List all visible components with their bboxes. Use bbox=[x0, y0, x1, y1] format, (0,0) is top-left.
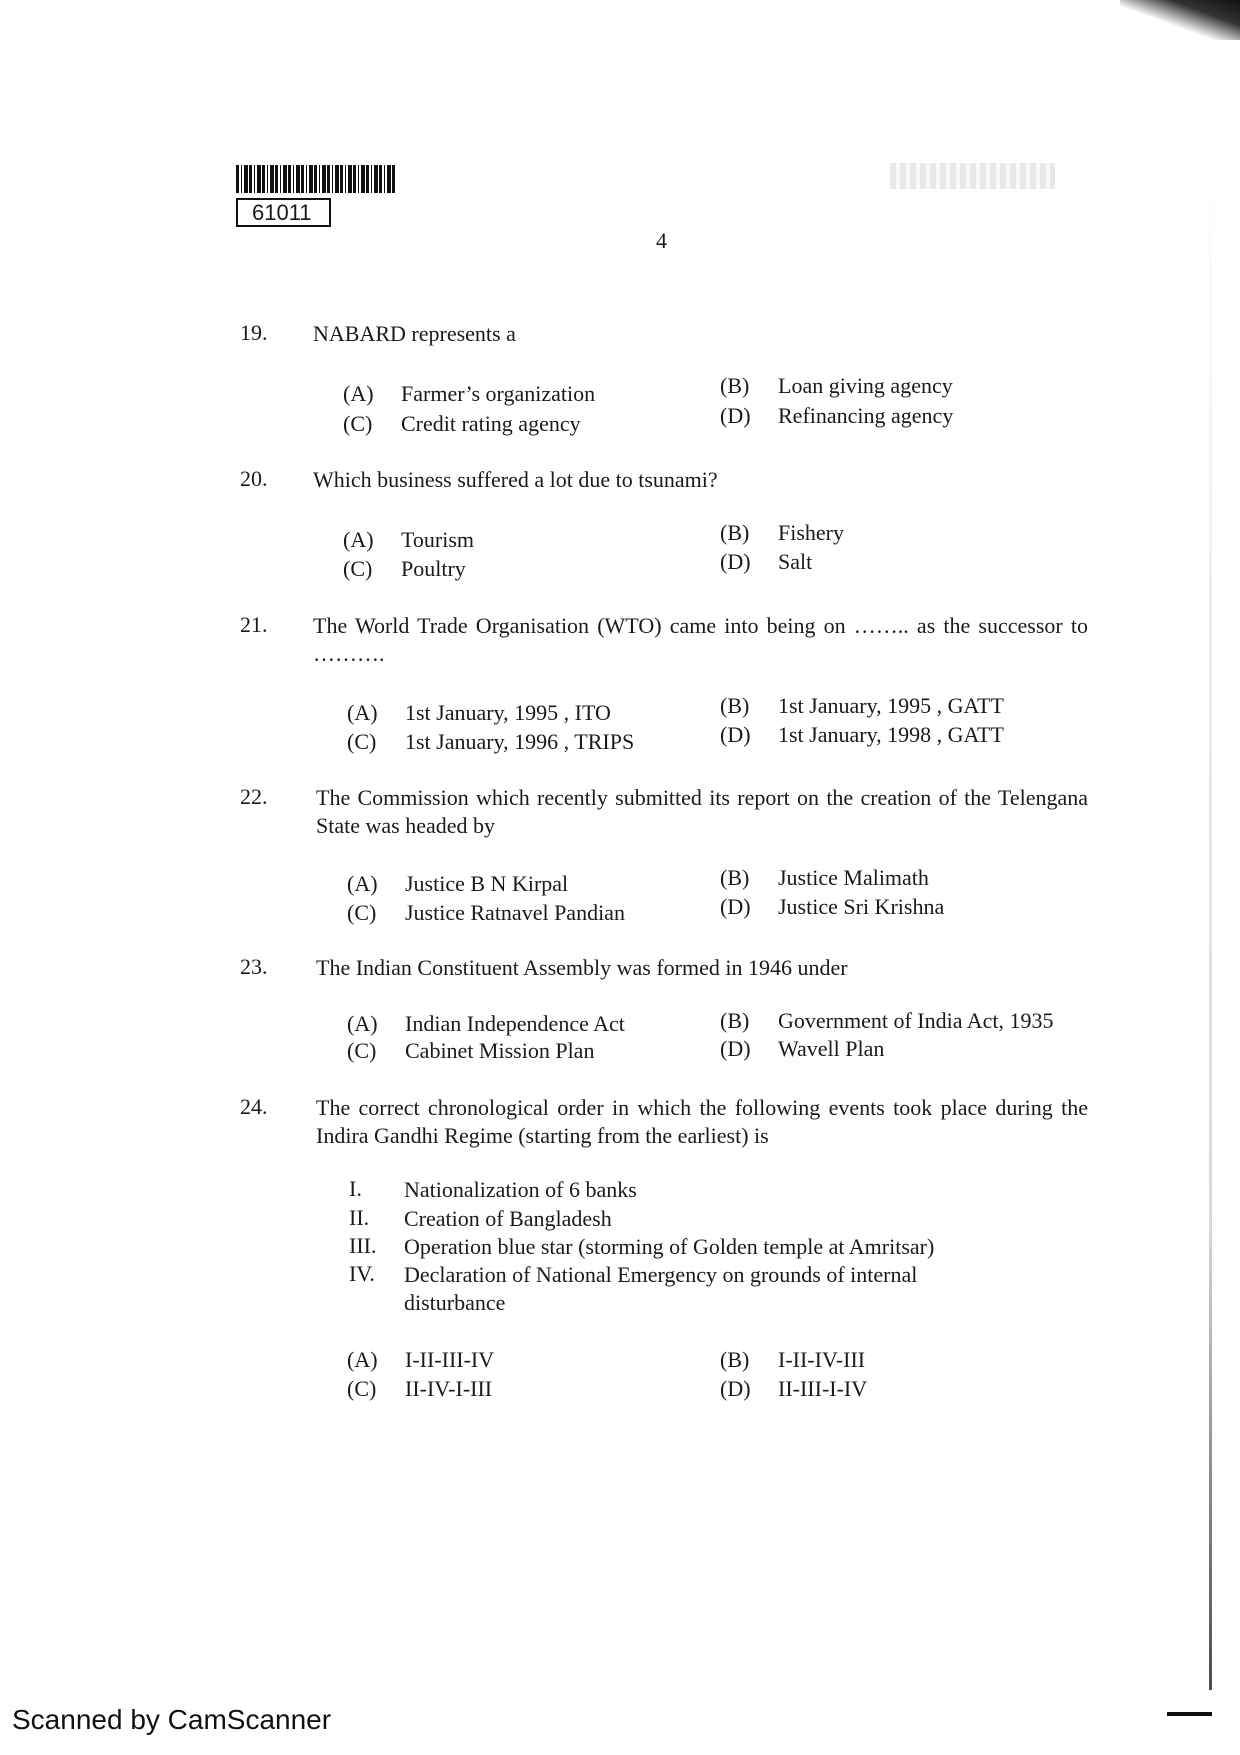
option bbox=[720, 1347, 865, 1373]
option bbox=[347, 1376, 492, 1402]
option-label: (C) bbox=[347, 1376, 377, 1401]
statement-label: IV. bbox=[349, 1261, 375, 1286]
option bbox=[720, 722, 1004, 748]
option bbox=[720, 549, 812, 575]
option-text: Justice Malimath bbox=[778, 865, 929, 890]
statement-label: III. bbox=[349, 1233, 377, 1258]
option-text: Government of India Act, 1935 bbox=[778, 1008, 1054, 1033]
option-label: (A) bbox=[347, 871, 378, 896]
option-label: (A) bbox=[347, 1347, 378, 1372]
statement-text: Declaration of National Emergency on grounds of internal disturbance bbox=[404, 1262, 918, 1315]
option-label: (D) bbox=[720, 403, 751, 428]
option-text: Justice B N Kirpal bbox=[405, 871, 569, 896]
statement-text: Creation of Bangladesh bbox=[404, 1206, 612, 1231]
question-text: NABARD represents a bbox=[313, 321, 516, 346]
statement bbox=[349, 1176, 1024, 1204]
option-label: (D) bbox=[720, 722, 751, 747]
statement-text: Operation blue star (storming of Golden temple at Amritsar) bbox=[404, 1234, 935, 1259]
option bbox=[347, 1038, 594, 1064]
option bbox=[720, 520, 844, 546]
option-text: Indian Independence Act bbox=[405, 1011, 625, 1036]
question-number: 20. bbox=[240, 466, 268, 491]
option-label: (D) bbox=[720, 549, 751, 574]
option bbox=[720, 373, 953, 399]
page-number: 4 bbox=[656, 228, 667, 253]
option bbox=[347, 1011, 625, 1037]
option-label: (A) bbox=[347, 1011, 378, 1036]
option-text: 1st January, 1996 , TRIPS bbox=[405, 729, 635, 754]
option-text: II-III-I-IV bbox=[778, 1376, 868, 1401]
option bbox=[343, 381, 595, 407]
option-text: Justice Ratnavel Pandian bbox=[405, 900, 625, 925]
faded-header-mark bbox=[890, 163, 1055, 189]
option-text: 1st January, 1995 , GATT bbox=[778, 693, 1004, 718]
option-text: Wavell Plan bbox=[778, 1036, 885, 1061]
scanner-watermark: Scanned by CamScanner bbox=[12, 1704, 332, 1735]
option-label: (D) bbox=[720, 894, 751, 919]
option-label: (B) bbox=[720, 1008, 750, 1033]
option-label: (B) bbox=[720, 693, 750, 718]
question-number: 23. bbox=[240, 954, 268, 979]
option-text: Fishery bbox=[778, 520, 844, 545]
option-label: (D) bbox=[720, 1036, 751, 1061]
option bbox=[720, 693, 1004, 719]
option bbox=[347, 700, 611, 726]
option-text: Farmer’s organization bbox=[401, 381, 596, 406]
question-text: The Indian Constituent Assembly was formed in 1946 under bbox=[316, 955, 848, 980]
option-text: Salt bbox=[778, 549, 813, 574]
option bbox=[720, 1036, 884, 1062]
option-label: (A) bbox=[343, 381, 374, 406]
scan-edge-shadow bbox=[1120, 0, 1240, 40]
option-label: (D) bbox=[720, 1376, 751, 1401]
option-label: (C) bbox=[343, 411, 373, 436]
option-text: II-IV-I-III bbox=[405, 1376, 493, 1401]
option bbox=[347, 871, 568, 897]
option bbox=[343, 527, 474, 553]
option bbox=[720, 1376, 867, 1402]
option bbox=[720, 865, 929, 891]
question-number: 24. bbox=[240, 1094, 268, 1119]
question-text: The World Trade Organisation (WTO) came into being on …….. as the successor to ………. bbox=[313, 613, 1088, 666]
option-label: (B) bbox=[720, 1347, 750, 1372]
option-text: 1st January, 1998 , GATT bbox=[778, 722, 1004, 747]
option-label: (A) bbox=[347, 700, 378, 725]
option-text: Loan giving agency bbox=[778, 373, 953, 398]
question-number: 21. bbox=[240, 612, 268, 637]
option bbox=[347, 1347, 494, 1373]
statement bbox=[349, 1233, 1024, 1261]
option bbox=[343, 556, 466, 582]
option-text: Tourism bbox=[401, 527, 475, 552]
option bbox=[720, 894, 944, 920]
option bbox=[347, 900, 625, 926]
option bbox=[347, 729, 634, 755]
option-label: (C) bbox=[347, 900, 377, 925]
option-text: 1st January, 1995 , ITO bbox=[405, 700, 611, 725]
statement-text: Nationalization of 6 banks bbox=[404, 1177, 637, 1202]
option-text: I-II-III-IV bbox=[405, 1347, 495, 1372]
question-text: The Commission which recently submitted its report on the creation of the Telengana State was headed by bbox=[316, 785, 1088, 838]
question-text: Which business suffered a lot due to tsunami? bbox=[313, 467, 718, 492]
statement bbox=[349, 1205, 1024, 1233]
option-label: (B) bbox=[720, 520, 750, 545]
paper-code: 61011 bbox=[236, 198, 331, 227]
option-label: (B) bbox=[720, 865, 750, 890]
option-text: Poultry bbox=[401, 556, 466, 581]
statement-label: I. bbox=[349, 1176, 362, 1201]
option-label: (C) bbox=[347, 1038, 377, 1063]
option bbox=[720, 1008, 1054, 1034]
statement bbox=[349, 1261, 984, 1317]
option-label: (A) bbox=[343, 527, 374, 552]
option-label: (C) bbox=[343, 556, 373, 581]
question-text: The correct chronological order in which the following events took place during the Indira Gandhi Regime (starting from the earliest) is bbox=[316, 1095, 1088, 1148]
scan-edge-line bbox=[1209, 130, 1212, 1690]
option bbox=[720, 403, 953, 429]
scan-edge-foot bbox=[1167, 1712, 1212, 1716]
option-text: Refinancing agency bbox=[778, 403, 954, 428]
option bbox=[343, 411, 581, 437]
option-text: I-II-IV-III bbox=[778, 1347, 866, 1372]
option-text: Cabinet Mission Plan bbox=[405, 1038, 595, 1063]
option-text: Justice Sri Krishna bbox=[778, 894, 945, 919]
question-number: 22. bbox=[240, 784, 268, 809]
question-number: 19. bbox=[240, 320, 268, 345]
statement-label: II. bbox=[349, 1205, 370, 1230]
option-label: (C) bbox=[347, 729, 377, 754]
barcode-icon bbox=[236, 165, 396, 193]
option-text: Credit rating agency bbox=[401, 411, 581, 436]
option-label: (B) bbox=[720, 373, 750, 398]
